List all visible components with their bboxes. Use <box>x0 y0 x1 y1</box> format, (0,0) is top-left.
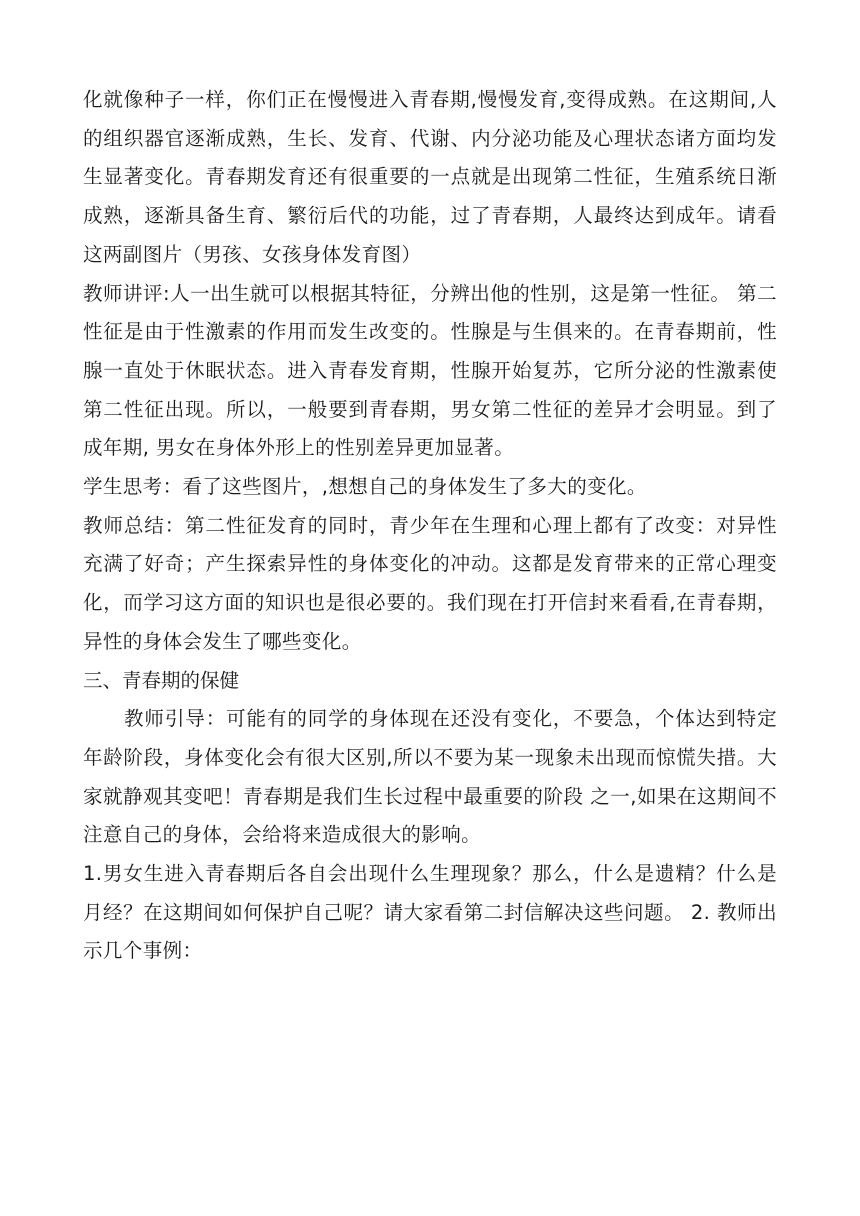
paragraph-teacher-guidance: 教师引导：可能有的同学的身体现在还没有变化，不要急，个体达到特定年龄阶段，身体变化会有很大区别,所以不要为某一现象未出现而惊慌失措。大家就静观其变吧！青春期是我们生长过程中最重要的阶段 之一,如果在这期间不注意自己的身体，会给将来造成很大的影响。 <box>83 707 777 847</box>
paragraph-teacher-summary: 教师总结：第二性征发育的同时，青少年在生理和心理上都有了改变：对异性充满了好奇；产生探索异性的身体变化的冲动。这都是发育带来的正常心理变化，而学习这方面的知识也是很必要的。我们现在打开信封来看看,在青春期，异性的身体会发生了哪些变化。 <box>83 513 777 653</box>
paragraph-student-thinking: 学生思考：看了这些图片，,想想自己的身体发生了多大的变化。 <box>83 475 647 499</box>
section-heading-health-care: 三、青春期的保健 <box>83 668 240 692</box>
paragraph-puberty-intro: 化就像种子一样，你们正在慢慢进入青春期,慢慢发育,变得成熟。在这期间,人的组织器官逐渐成熟，生长、发育、代谢、内分泌功能及心理状态诸方面均发生显著变化。青春期发育还有很重要的一点就是出现第二性征，生殖系统日渐成熟，逐渐具备生育、繁衍后代的功能，过了青春期，人最终达到成年。请看这两副图片（男孩、女孩身体发育图） <box>83 88 777 266</box>
paragraph-teacher-comment: 教师讲评:人一出生就可以根据其特征，分辨出他的性别，这是第一性征。 第二性征是由于性激素的作用而发生改变的。性腺是与生俱来的。在青春期前，性腺一直处于休眠状态。进入青春发育期，性腺开始复苏，它所分泌的性激素使第二性征出现。所以，一般要到青春期，男女第二性征的差异才会明显。到了成年期, 男女在身体外形上的性别差异更加显著。 <box>83 281 777 460</box>
paragraph-questions: 1.男女生进入青春期后各自会出现什么生理现象？那么，什么是遗精？什么是月经？在这期间如何保护自己呢？请大家看第二封信解决这些问题。 2. 教师出示几个事例： <box>83 862 777 963</box>
document-page <box>83 81 777 971</box>
